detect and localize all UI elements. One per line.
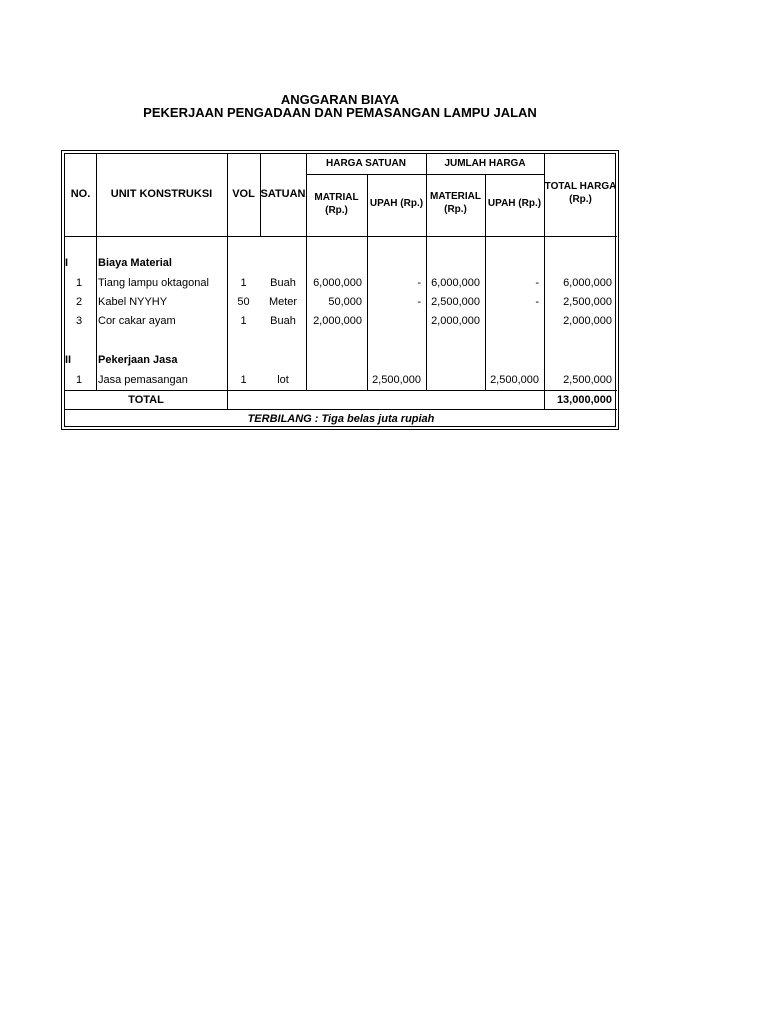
row-no: 1 bbox=[75, 277, 83, 289]
header-total-harga-unit: (Rp.) bbox=[569, 194, 592, 205]
row-jh-material: 2,500,000 bbox=[431, 296, 480, 308]
total-value: 13,000,000 bbox=[556, 394, 612, 406]
row-no: 2 bbox=[75, 296, 83, 308]
row-total: 6,000,000 bbox=[563, 277, 612, 289]
row-total: 2,500,000 bbox=[563, 296, 612, 308]
header-no: NO. bbox=[70, 188, 91, 200]
header-matrial: MATRIAL bbox=[314, 192, 359, 203]
row-total: 2,000,000 bbox=[563, 315, 612, 327]
header-vol: VOL bbox=[232, 188, 255, 200]
header-total-harga: TOTAL HARGA bbox=[544, 181, 617, 192]
row-jh-material: 2,000,000 bbox=[431, 315, 480, 327]
row-jh-upah: 2,500,000 bbox=[490, 374, 539, 386]
row-divider bbox=[65, 236, 617, 237]
row-jh-upah: - bbox=[535, 277, 539, 289]
header-upah-jumlah: UPAH (Rp.) bbox=[487, 198, 542, 209]
row-hs-material: 6,000,000 bbox=[313, 277, 362, 289]
header-material: MATERIAL bbox=[430, 191, 481, 202]
header-satuan: SATUAN bbox=[260, 188, 306, 200]
total-label: TOTAL bbox=[128, 394, 164, 406]
header-material-unit: (Rp.) bbox=[444, 204, 467, 215]
row-jh-upah: - bbox=[535, 296, 539, 308]
row-hs-material: 2,000,000 bbox=[313, 315, 362, 327]
row-item-name: Cor cakar ayam bbox=[98, 315, 176, 327]
row-hs-material: 50,000 bbox=[328, 296, 362, 308]
row-item-name: Kabel NYYHY bbox=[98, 296, 168, 308]
section-number: I bbox=[65, 257, 69, 269]
terbilang-text: TERBILANG : Tiga belas juta rupiah bbox=[247, 413, 435, 425]
row-vol: 50 bbox=[237, 296, 250, 308]
row-no: 1 bbox=[75, 374, 83, 386]
section-number: II bbox=[65, 354, 72, 366]
row-vol: 1 bbox=[240, 277, 247, 289]
header-unit-konstruksi: UNIT KONSTRUKSI bbox=[110, 188, 213, 200]
row-item-name: Jasa pemasangan bbox=[98, 374, 188, 386]
col-divider bbox=[426, 154, 427, 390]
budget-table bbox=[61, 150, 619, 430]
col-divider bbox=[306, 154, 307, 390]
row-divider bbox=[306, 174, 544, 175]
row-satuan: Buah bbox=[270, 277, 296, 289]
row-total: 2,500,000 bbox=[563, 374, 612, 386]
document-subtitle: PEKERJAAN PENGADAAN DAN PEMASANGAN LAMPU JALAN bbox=[143, 105, 537, 120]
row-satuan: Meter bbox=[268, 296, 298, 308]
row-satuan: Buah bbox=[270, 315, 296, 327]
section-title: Pekerjaan Jasa bbox=[98, 354, 178, 366]
row-divider bbox=[65, 390, 617, 391]
header-jumlah-harga: JUMLAH HARGA bbox=[444, 158, 526, 169]
header-harga-satuan: HARGA SATUAN bbox=[326, 158, 406, 169]
row-vol: 1 bbox=[240, 374, 247, 386]
header-matrial-unit: (Rp.) bbox=[325, 205, 348, 216]
document-title: ANGGARAN BIAYA bbox=[280, 92, 400, 107]
row-hs-upah: - bbox=[417, 296, 421, 308]
row-no: 3 bbox=[75, 315, 83, 327]
row-item-name: Tiang lampu oktagonal bbox=[98, 277, 209, 289]
row-divider bbox=[65, 409, 617, 410]
header-upah-satuan: UPAH (Rp.) bbox=[369, 198, 424, 209]
table-inner-border bbox=[64, 153, 616, 427]
row-satuan: lot bbox=[277, 374, 289, 386]
row-vol: 1 bbox=[240, 315, 247, 327]
section-title: Biaya Material bbox=[98, 257, 172, 269]
row-hs-upah: - bbox=[417, 277, 421, 289]
row-jh-material: 6,000,000 bbox=[431, 277, 480, 289]
row-hs-upah: 2,500,000 bbox=[372, 374, 421, 386]
